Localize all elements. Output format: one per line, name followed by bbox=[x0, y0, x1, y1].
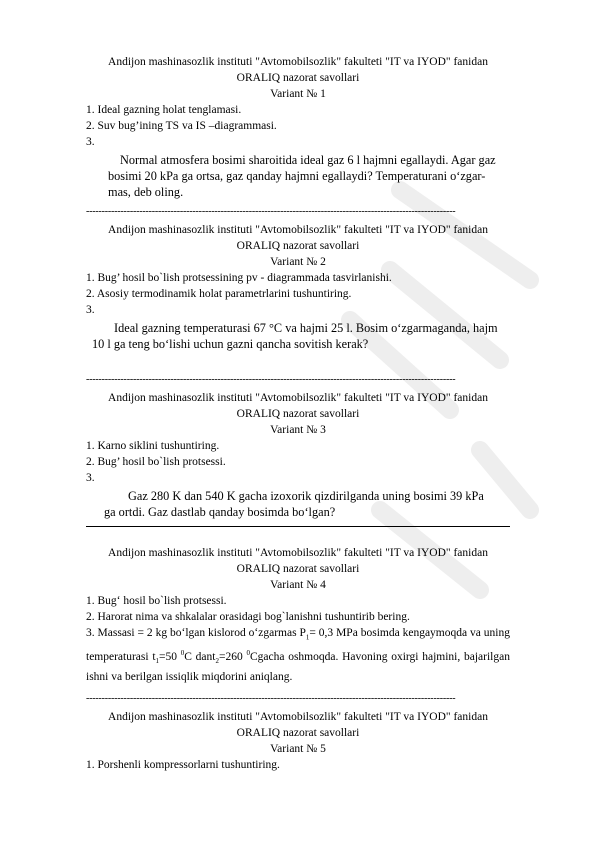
problem-line: Gaz 280 K dan 540 K gacha izoxorik qizdirilganda uning bosimi 39 kPa bbox=[128, 489, 484, 503]
variant-2 bbox=[86, 222, 510, 386]
variant-header bbox=[86, 390, 510, 438]
question-2: 2. Suv bug’ining TS va IS –diagrammasi. bbox=[86, 120, 277, 132]
problem-line: Ideal gazning temperaturasi 67 °C va hajmi 25 l. Bosim o‘zgarmaganda, hajm bbox=[114, 321, 498, 335]
variant-label: Variant № 4 bbox=[270, 579, 326, 591]
exam-title: ORALIQ nazorat savollari bbox=[236, 563, 360, 575]
problem-line: bosimi 20 kPa ga ortsa, gaz qanday hajmni egallaydi? Temperaturani o‘zgar- bbox=[108, 169, 486, 183]
question-2: 2. Harorat nima va shkalalar orasidagi bog`lanishni tushuntirib bering. bbox=[86, 611, 410, 623]
exam-title: ORALIQ nazorat savollari bbox=[236, 240, 360, 252]
exam-title: ORALIQ nazorat savollari bbox=[236, 408, 360, 420]
separator-line: ---------------------------------------------------------------------------------------------------------------------- bbox=[86, 374, 456, 385]
document-page bbox=[86, 54, 510, 773]
institute-line: Andijon mashinasozlik instituti "Avtomobilsozlik" fakulteti "IT va IYOD" fanidan bbox=[108, 392, 488, 404]
institute-line: Andijon mashinasozlik instituti "Avtomobilsozlik" fakulteti "IT va IYOD" fanidan bbox=[108, 224, 488, 236]
question-3: 3. Massasi = 2 kg bo‘lgan kislorod o‘zgarmas $P_1= 0,3$ MPa bosimda kengaymoqda va uning temperaturasi $t_1=50$ $^0$C dant$_2$=260 $^0$Cgacha oshmoqda. Havoning oxirgi hajmini, bajarilgan ishni va berilgan issiqlik miqdorini aniqlang. bbox=[86, 627, 510, 684]
problem-text bbox=[104, 488, 510, 520]
question-2: 2. Asosiy termodinamik holat parametrlarini tushuntiring. bbox=[86, 288, 352, 300]
problem-text bbox=[108, 152, 510, 200]
question-3-number: 3. bbox=[86, 304, 95, 316]
separator-line: ---------------------------------------------------------------------------------------------------------------------- bbox=[86, 206, 456, 217]
variant-label: Variant № 2 bbox=[270, 256, 326, 268]
problem-line: Normal atmosfera bosimi sharoitida ideal gaz 6 l hajmni egallaydi. Agar gaz bbox=[120, 153, 496, 167]
institute-line: Andijon mashinasozlik instituti "Avtomobilsozlik" fakulteti "IT va IYOD" fanidan bbox=[108, 56, 488, 68]
variant-header bbox=[86, 545, 510, 593]
exam-title: ORALIQ nazorat savollari bbox=[236, 72, 360, 84]
problem-text bbox=[92, 320, 510, 352]
variant-3 bbox=[86, 390, 510, 527]
problem-line: 10 l ga teng bo‘lishi uchun gazni qancha sovitish kerak? bbox=[92, 337, 369, 351]
problem-line: ga ortdi. Gaz dastlab qanday bosimda bo‘lgan? bbox=[104, 505, 336, 519]
variant-5 bbox=[86, 709, 510, 773]
variant-header bbox=[86, 222, 510, 270]
question-3-number: 3. bbox=[86, 136, 95, 148]
variant-header bbox=[86, 54, 510, 102]
exam-title: ORALIQ nazorat savollari bbox=[236, 727, 360, 740]
institute-line: Andijon mashinasozlik instituti "Avtomobilsozlik" fakulteti "IT va IYOD" fanidan bbox=[108, 547, 488, 559]
question-1: 1. Porshenli kompressorlarni tushuntiring. bbox=[86, 759, 280, 772]
variant-1 bbox=[86, 54, 510, 218]
question-2: 2. Bug’ hosil bo`lish protsessi. bbox=[86, 456, 226, 468]
question-1: 1. Ideal gazning holat tenglamasi. bbox=[86, 104, 242, 116]
variant-4 bbox=[86, 545, 510, 705]
separator-line: ---------------------------------------------------------------------------------------------------------------------- bbox=[86, 693, 456, 705]
problem-line: mas, deb oling. bbox=[108, 185, 184, 199]
question-3-number: 3. bbox=[86, 472, 95, 484]
variant-label: Variant № 5 bbox=[270, 743, 326, 756]
question-1: 1. Karno siklini tushuntiring. bbox=[86, 440, 220, 452]
variant-label: Variant № 1 bbox=[270, 88, 326, 100]
question-1: 1. Bug’ hosil bo`lish protsessining pv - diagrammada tasvirlanishi. bbox=[86, 272, 392, 284]
variant-label: Variant № 3 bbox=[270, 424, 326, 436]
institute-line: Andijon mashinasozlik instituti "Avtomobilsozlik" fakulteti "IT va IYOD" fanidan bbox=[108, 711, 488, 724]
question-1: 1. Bug‘ hosil bo`lish protsessi. bbox=[86, 595, 227, 607]
divider-rule bbox=[86, 526, 510, 527]
variant-header bbox=[86, 709, 510, 757]
